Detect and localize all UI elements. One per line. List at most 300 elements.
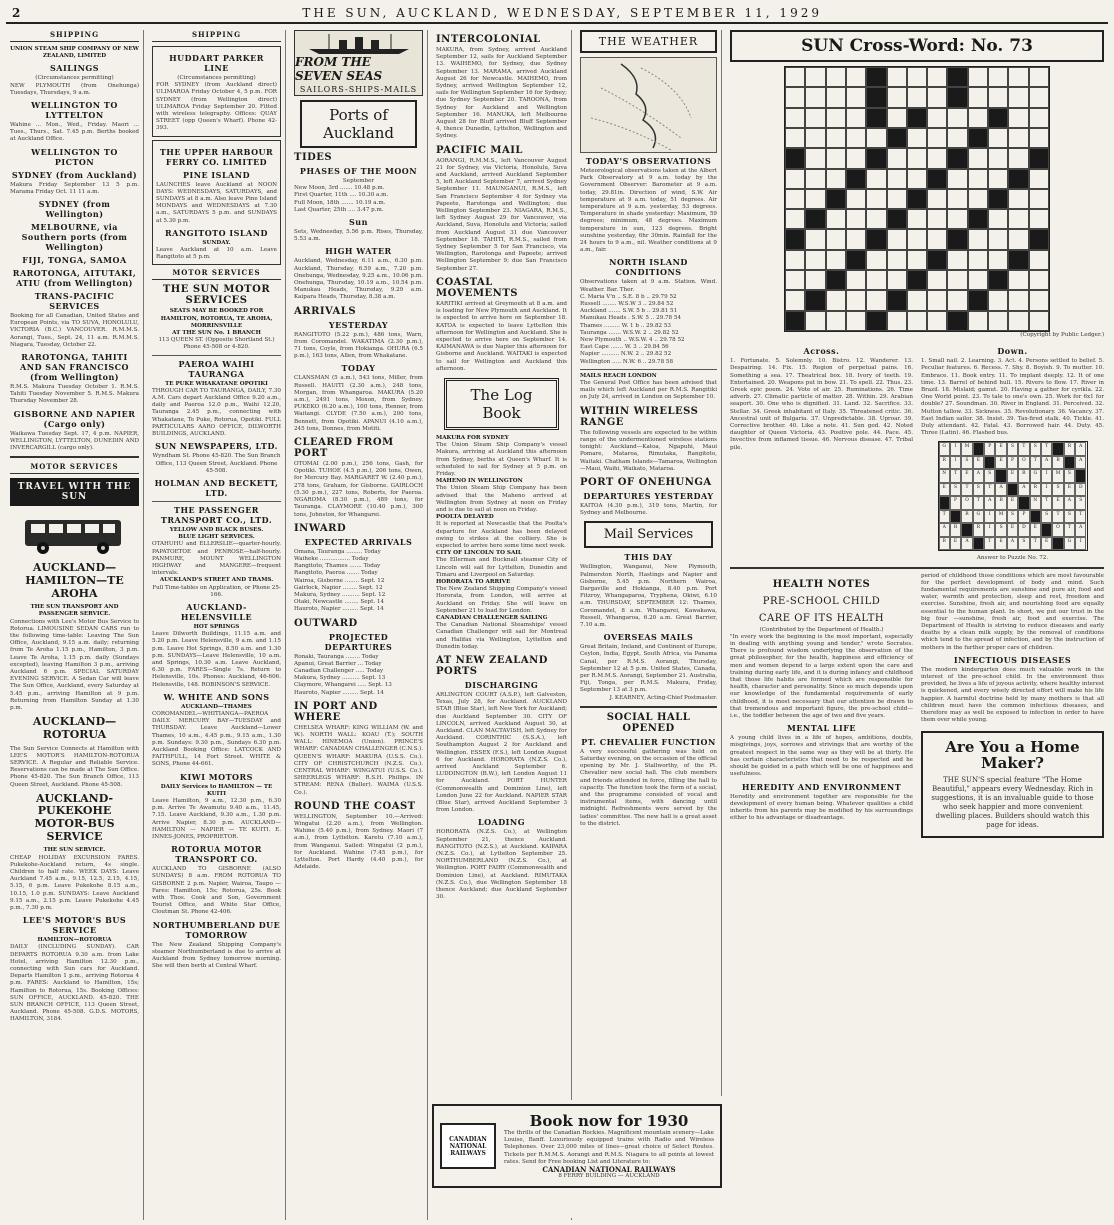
solution-cell: S (1064, 510, 1075, 524)
crossword-cell[interactable] (846, 209, 866, 229)
auckland-hamilton-sub: THE SUN TRANSPORT AND PASSENGER SERVICE. (30, 604, 119, 618)
crossword-cell[interactable] (846, 229, 866, 249)
crossword-cell[interactable] (927, 290, 947, 310)
crossword-cell[interactable] (927, 189, 947, 209)
crossword-cell[interactable] (1008, 229, 1028, 249)
high-water-heading: HIGH WATER (325, 246, 392, 257)
crossword-cell[interactable] (927, 311, 947, 331)
crossword-cell[interactable] (927, 148, 947, 168)
crossword-cell[interactable] (805, 87, 825, 107)
crossword-cell[interactable] (927, 229, 947, 249)
crossword-cell[interactable] (805, 311, 825, 331)
solution-cell: I (950, 442, 961, 456)
crossword-cell[interactable] (887, 67, 907, 87)
observations-heading: TODAY'S OBSERVATIONS (585, 156, 712, 166)
solution-cell: M (1052, 469, 1063, 483)
crossword-cell[interactable] (1029, 270, 1049, 290)
north-island-sub: Observations taken at 9 a.m. Station. Wind. Weather. Bar. Ther. (580, 279, 717, 293)
newspaper-title: THE SUN, AUCKLAND, WEDNESDAY, SEPTEMBER 11, 1929 (302, 6, 822, 20)
solution-cell: S (1041, 510, 1052, 524)
solution-cell: T (961, 483, 972, 497)
crossword-cell[interactable] (927, 108, 947, 128)
expected-row: Gairlock, Napier ........ Sept. 12 (294, 584, 383, 591)
crossword-cell[interactable] (826, 128, 846, 148)
crossword-cell[interactable] (826, 311, 846, 331)
crossword-cell[interactable] (866, 209, 886, 229)
crossword-cell[interactable] (1029, 311, 1049, 331)
crossword-cell[interactable] (805, 229, 825, 249)
crossword-block (1008, 250, 1028, 270)
auckland-streets: AUCKLAND'S STREET AND TRAMS. (159, 577, 274, 584)
crossword-cell[interactable] (1029, 250, 1049, 270)
solution-block (1052, 442, 1063, 456)
moon-row: First Quarter, 11th .... 10.30 a.m. (294, 192, 389, 199)
crossword-block (846, 250, 866, 270)
crossword-cell[interactable] (907, 128, 927, 148)
crossword-cell[interactable] (1029, 290, 1049, 310)
discharging-heading: DISCHARGING (464, 680, 539, 691)
crossword-cell[interactable] (907, 290, 927, 310)
crossword-cell[interactable] (826, 67, 846, 87)
crossword-cell[interactable] (785, 128, 805, 148)
crossword-cell[interactable] (927, 67, 947, 87)
maheno-text: The Union Steam Ship Company has been advised that the Maheno arrived at Wellington from Sydney at noon on Friday and is due to sail at noon on Friday. (436, 485, 567, 513)
pukekohe-sub: THE SUN SERVICE. (43, 847, 106, 854)
crossword-cell[interactable] (805, 189, 825, 209)
loading-heading: LOADING (477, 817, 526, 828)
crossword-cell[interactable] (968, 108, 988, 128)
crossword-cell[interactable] (947, 290, 967, 310)
solution-block (984, 456, 995, 470)
today-text: CLANSMAN (5 a.m.), 543 tons, Miller, from Russell. HAUITI (2.30 a.m.), 248 tons, Morgan, from Whangaroa. MAKURA (5.20 a.m.), 2491 tons, Moxon, from Sydney. PUKEKO (6.20 a.m.), 100 tons, Renner, from Waitangi. CLYDE (7.50 a.m.), 200 tons, Bennett, from Opotiki. APANUI (4.10 a.m.), 245 tons, Donnes, from Motiti. (294, 375, 423, 432)
solution-block (1007, 483, 1018, 497)
solution-cell: E (1041, 537, 1052, 551)
crossword-cell[interactable] (907, 169, 927, 189)
solution-cell: S (1030, 442, 1041, 456)
crossword-block (846, 169, 866, 189)
pine-island-text: LAUNCHES leave Auckland at NOON DAYS: WEDNESDAYS, SATURDAYS, and SUNDAYS at 8 a.m. Also leave Pine Island MONDAYS and WEDNESDAYS at 7.30 a.m., SATURDAYS 5 p.m. and SUNDAYS at 5.30 p.m. (156, 181, 277, 224)
rarotonga-heading: RAROTONGA, TAHITI AND SAN FRANCISCO (from Wellington) (20, 352, 129, 383)
cnr-ad-box (432, 1104, 722, 1188)
social-hall-text: A very successful gathering was held on Saturday evening, on the occasion of the official opening by Mr. J. Stallworthy, of the Pt. Chevalier new social hall. The club members and friends attended in force, filling the hall to capacity. The function took the form of a social, and the programme consisted of vocal and instrumental items, with dancing until midnight. Refreshments were served by the ladies' committee. The new hall is a great asset to the district. (580, 748, 717, 827)
paeroa-sub: TE PUKE WHAKATANE OPOTIKI (165, 380, 268, 387)
overseas-text: Great Britain, Ireland, and Continent of Europe, Ceylon, India, Egypt, South Africa, via Panama Canal, per R.M.S. Aorangi, Thursday, September 12 at 5 p.m. United States, Canada, per R.M.M.S. Aorangi, September 21. Australia, Fiji, Tonga, per R.M.S. Makura, Friday, September 13 at 3 p.m. (580, 644, 717, 694)
page-number: 2 (12, 6, 23, 20)
solution-cell: A (1007, 537, 1018, 551)
crossword-cell[interactable] (887, 229, 907, 249)
crossword-cell[interactable] (887, 108, 907, 128)
cnr-logo: CANADIAN NATIONAL RAILWAYS (440, 1123, 496, 1169)
crossword-cell[interactable] (1029, 169, 1049, 189)
solution-cell: T (950, 469, 961, 483)
column-weather-mail (576, 30, 722, 1096)
crossword-cell[interactable] (907, 67, 927, 87)
crossword-cell[interactable] (1008, 270, 1028, 290)
infectious-heading: INFECTIOUS DISEASES (953, 654, 1072, 665)
crossword-cell[interactable] (947, 108, 967, 128)
route-heading: SYDNEY (from Auckland) (11, 169, 138, 180)
crossword-block (805, 209, 825, 229)
crossword-cell[interactable] (846, 148, 866, 168)
makura-heading: MAKURA FOR SYDNEY (436, 434, 509, 441)
crossword-cell[interactable] (887, 87, 907, 107)
crossword-cell[interactable] (968, 229, 988, 249)
crossword-cell[interactable] (968, 67, 988, 87)
rarotonga-text: R.M.S. Makura Tuesday October 1. R.M.S. Tahiti Tuesday November 5. R.M.S. Makura Thursday November 28. (10, 384, 139, 405)
auckland-rotorua-text: The Sun Service Connects at Hamilton with LEE'S MOTOR'S HAMILTON-ROTORUA SERVICE. A Regular and Reliable Service. Reservations can be made at The Sun Office. Phone 45-820. The Sun Branch Office, 113 Queen Street, Auckland. Phone 45-508. (10, 745, 139, 788)
solution-cell: T (1030, 456, 1041, 470)
solution-cell: R (1030, 483, 1041, 497)
crossword-cell[interactable] (805, 148, 825, 168)
crossword-block (988, 270, 1008, 290)
crossword-cell[interactable] (785, 87, 805, 107)
moon-subheading: September (342, 178, 375, 184)
helensville-heading: AUCKLAND-HELENSVILLE (180, 601, 253, 622)
expected-row: Makura, Sydney .......... Sept. 12 (294, 591, 386, 598)
crossword-cell[interactable] (927, 270, 947, 290)
crossword-cell[interactable] (846, 67, 866, 87)
crossword-cell[interactable] (826, 169, 846, 189)
solution-cell: T (1018, 442, 1029, 456)
log-book-title: The Log Book (444, 378, 559, 430)
kiwi-motors-sub: DAILY Services to HAMILTON — TE KUITI (160, 783, 273, 797)
sun-motor-address-2: 113 QUEEN ST. (Opposite Shortland St.) Phone 45-508 or 4-820. (158, 337, 275, 351)
route-heading: FIJI, TONGA, SAMOA (22, 255, 127, 266)
crossword-cell[interactable] (1029, 128, 1049, 148)
crossword-block (826, 270, 846, 290)
expected-row: Waiheke ................. Today (294, 555, 369, 562)
crossword-cell[interactable] (968, 148, 988, 168)
crossword-cell[interactable] (846, 290, 866, 310)
solution-block (1075, 469, 1086, 483)
crossword-cell[interactable] (887, 250, 907, 270)
kiwi-motors-heading: KIWI MOTORS (180, 771, 253, 782)
solution-cell: N (939, 469, 950, 483)
outward-heading: OUTWARD (294, 617, 358, 629)
crossword-cell[interactable] (968, 311, 988, 331)
health-text: "In every work the beginning is the most important, especially in dealing with anything young and tender," wrote Socrates. There is profound wisdom underlying the observation of the great philosopher, for the health, happiness and efficiency of men and women depend to a large extent upon the care and training during early life, and it is during infancy and childhood that those life habits are formed which are responsible for health, character and personality. Since so much depends upon our knowledge of the fundamental requirements of early childhood, it is most necessary that our attention be drawn to that tremendous and important figure, the pre-school child—i.e., the toddler between the age of two and five years. (730, 633, 913, 720)
crossword-block (866, 148, 886, 168)
route-heading: RAROTONGA, AITUTAKI, ATIU (from Wellington) (12, 268, 137, 289)
crossword-block (947, 87, 967, 107)
maheno-heading: MAHENO IN WELLINGTON (436, 478, 523, 485)
crossword-cell[interactable] (988, 67, 1008, 87)
banner-title: FROM THE SEVEN SEAS (295, 54, 383, 83)
crossword-cell[interactable] (887, 270, 907, 290)
solution-cell: T (1064, 523, 1075, 537)
solution-cell: I (1041, 469, 1052, 483)
white-sons-sub: AUCKLAND—THAMES (181, 703, 252, 710)
crossword-cell[interactable] (846, 311, 866, 331)
ports-title-line1: Ports of (329, 106, 388, 124)
hot-springs-text: Leave Dilworth Buildings, 11.15 a.m. and 5.20 p.m. Leave Helensville, 9 a.m. and 1.15 p.m. Leave Hot Springs, 8.50 a.m. and 1.30 p.m. SUNDAYS—Leave Helensville, 10 a.m. and Springs, 10.30 a.m. Leave Auckland, 6.30 p.m. FARES—Single 7s. Return to Helensville, 10s. Phones: Auckland, 46-606. Helensville, 148. ROBINSON'S SERVICE. (152, 631, 281, 688)
crossword-cell[interactable] (907, 209, 927, 229)
crossword-cell[interactable] (947, 169, 967, 189)
crossword-cell[interactable] (785, 67, 805, 87)
previous-solution-grid (938, 441, 1088, 551)
crossword-block (1029, 148, 1049, 168)
loading-text: HORORATA (N.Z.S. Co.), at Wellington September 21, thence Auckland. RANGITOTO (N.Z.S.), at Auckland. KAIPARA (N.Z.S. Co.), at Lyttelton September 25. NORTHUMBERLAND (N.Z.S. Co.), at Wellington. PORT FAIRY (Commonwealth and Dominion Line), at Auckland. RIMUTAKA (N.Z.S. Co.), due Wellington September 18 thence Auckland; due Auckland September 30. (436, 829, 567, 901)
auckland-rotorua-heading: AUCKLAND—ROTORUA (32, 715, 117, 741)
crossword-cell[interactable] (1008, 311, 1028, 331)
crossword-cell[interactable] (947, 189, 967, 209)
across-heading: Across. (803, 346, 840, 357)
crossword-cell[interactable] (826, 209, 846, 229)
huddart-text: FOR SYDNEY (from Auckland direct) ULIMAROA Friday October 4, 5 p.m. FOR SYDNEY (from Wellington direct) ULIMAROA Friday September 20. Fitted with wireless telegraphy. Offices: QUAY STREET (opp Queen's Wharf). Phone 42-393. (156, 82, 277, 132)
crossword-cell[interactable] (805, 108, 825, 128)
crossword-cell[interactable] (846, 270, 866, 290)
crossword-cell[interactable] (1029, 108, 1049, 128)
crossword-cell[interactable] (1008, 209, 1028, 229)
crossword-cell[interactable] (805, 169, 825, 189)
solution-cell: E (1007, 496, 1018, 510)
upper-harbour-heading: THE UPPER HARBOUR FERRY CO. LIMITED (159, 146, 274, 167)
solution-cell: G (1030, 469, 1041, 483)
solution-cell: D (1075, 483, 1086, 497)
crossword-cell[interactable] (826, 229, 846, 249)
solution-cell: E (973, 456, 984, 470)
route-heading: WELLINGTON TO LYTTELTON (31, 100, 118, 121)
crossword-cell[interactable] (826, 290, 846, 310)
solution-cell: E (1052, 496, 1063, 510)
crossword-cell[interactable] (1029, 87, 1049, 107)
expected-row: Rangitoto, Paeroa ....... Today (294, 570, 378, 577)
crossword-cell[interactable] (826, 148, 846, 168)
route-text: NEW PLYMOUTH (from Onehunga) Tuesdays, Thursdays, 9 a.m. (10, 82, 139, 96)
crossword-cell[interactable] (887, 169, 907, 189)
hororata-heading: HORORATA TO ARRIVE (436, 578, 511, 585)
crossword-cell[interactable] (1008, 128, 1028, 148)
crossword-cell[interactable] (968, 189, 988, 209)
city-lincoln-text: The Ellerman and Bucknall steamer City of Lincoln will sail for Lyttelton, Dunedin and Timaru and Liverpool on Saturday. (436, 557, 567, 578)
crossword-cell[interactable] (927, 128, 947, 148)
crossword-cell[interactable] (907, 250, 927, 270)
route-text: Wahine ... Mon., Wed., Friday. Maori ... Tues., Thurs., Sat. 7.45 p.m. Berths booked at Auckland Office. (10, 122, 139, 143)
crossword-cell[interactable] (785, 189, 805, 209)
crossword-cell[interactable] (988, 128, 1008, 148)
motor-services-header: MOTOR SERVICES (10, 462, 139, 474)
home-maker-heading: Are You a Home Maker? (945, 737, 1080, 772)
crossword-cell[interactable] (887, 189, 907, 209)
solution-cell: S (950, 483, 961, 497)
crossword-cell[interactable] (988, 209, 1008, 229)
crossword-cell[interactable] (785, 209, 805, 229)
solution-cell: E (1064, 483, 1075, 497)
crossword-cell[interactable] (1008, 67, 1028, 87)
crossword-cell[interactable] (785, 169, 805, 189)
crossword-cell[interactable] (968, 250, 988, 270)
station-row: C. Maria V'n .. S.E. 8 b .. 29.79 52 (580, 293, 677, 300)
solution-block (950, 510, 961, 524)
book-now-text: The thrills of the Canadian Rockies. Magnificent mountain scenery—Lake Louise, Banff. Luxuriously equipped trains with Radio and Wireless Telephones. Over 23,000 miles of lines—great choice of Select Routes. Tickets per R.M.M.S. Aorangi and R.M.S. Niagara to all points at lowest rates. Send for Free booking List and Literature to: (504, 1130, 714, 1165)
expected-row: Otaki, Newcastle ........ Sept. 14 (294, 599, 385, 606)
crossword-cell[interactable] (785, 108, 805, 128)
crossword-cell[interactable] (805, 67, 825, 87)
auckland-hamilton-text: Connections with Lee's Motor Bus Service to Rotorua. LIMOUSINE SEDAN CARS run to the following time-table: Leaving The Sun Office, Auckland, 9.15 a.m. daily; returning from Te Aroha 1.15 p.m., Hamilton, 3 p.m. Leave Te Aroha, 1.15 p.m. daily (Sundays excepted), leaving Hamilton 3 p.m., arriving Auckland 6 p.m. SPECIAL SATURDAY EVENING SERVICE. A Sedan Car will leave The Sun Office, Auckland, every Saturday at 5.45 p.m., arriving Hamilton at 9 p.m. Returning from Hamilton Sunday at 1.30 p.m. (10, 618, 139, 712)
crossword-cell[interactable] (805, 270, 825, 290)
crossword-cell[interactable] (1008, 148, 1028, 168)
crossword-cell[interactable] (846, 108, 866, 128)
gisborne-text: Waikawa Tuesday Sept. 17, 4 p.m. NAPIER, WELLINGTON, LYTTELTON, DUNEDIN AND INVERCARGILL (cargo only). (10, 430, 139, 452)
crossword-cell[interactable] (927, 209, 947, 229)
crossword-cell[interactable] (988, 290, 1008, 310)
crossword-cell[interactable] (927, 87, 947, 107)
crossword-cell[interactable] (1029, 209, 1049, 229)
crossword-cell[interactable] (907, 311, 927, 331)
divider (152, 355, 281, 356)
solution-cell: M (961, 442, 972, 456)
crossword-cell[interactable] (846, 189, 866, 209)
crossword-cell[interactable] (866, 169, 886, 189)
mails-london-text: The General Post Office has been advised that mails which left Auckland per R.M.S. Rangitiki on July 24, arrived in London on September 10. (580, 380, 717, 401)
crossword-cell[interactable] (907, 229, 927, 249)
crossword-cell[interactable] (968, 169, 988, 189)
crossword-cell[interactable] (947, 209, 967, 229)
crossword-clues (730, 343, 1104, 562)
crossword-cell[interactable] (988, 250, 1008, 270)
crossword-block (785, 311, 805, 331)
solution-block (1030, 510, 1041, 524)
crossword-cell[interactable] (947, 270, 967, 290)
expected-row: Rangitoto, Thames ....... Today (294, 563, 381, 570)
crossword-block (887, 290, 907, 310)
sun-heading: Sun (349, 217, 368, 228)
solution-cell: S (1064, 469, 1075, 483)
solution-cell: P (1018, 510, 1029, 524)
solution-cell: T (1052, 510, 1063, 524)
ports-title-line2: Auckland (323, 124, 394, 142)
crossword-cell[interactable] (805, 128, 825, 148)
crossword-cell[interactable] (826, 87, 846, 107)
intercolonial-text: MAKURA, from Sydney, arrived Auckland September 12, sails for Auckland September 13. WAIHEMO, for Sydney, due Sydney September 13. MARAMA, arrived Auckland August 26 for Newcastle. MAIHEMO, from Sydney, arrived Wellington September 12, sails for Wellington September 16 for Sydney; due Sydney September 20. TAROONA, from Sydney for Auckland and Wellington September 16. MANUKA, left Melbourne August 28 for Bluff arrived Bluff September 4, thence Dunedin, Lyttelton, Wellington and Sydney. (436, 47, 567, 140)
crossword-cell[interactable] (846, 128, 866, 148)
crossword-cell[interactable] (805, 250, 825, 270)
onehunga-sub: DEPARTURES YESTERDAY (583, 490, 714, 501)
solution-cell: A (1075, 523, 1086, 537)
crossword-block (947, 229, 967, 249)
overseas-heading: OVERSEAS MAILS (603, 632, 694, 643)
station-row: Wellington ..... N.W. 6 .. 29.78 58 (580, 358, 674, 365)
auckland-hamilton-heading: AUCKLAND—HAMILTON—TE AROHA (25, 561, 124, 600)
crossword-cell[interactable] (887, 311, 907, 331)
wireless-heading: WITHIN WIRELESS RANGE (580, 405, 699, 428)
crossword-cell[interactable] (1008, 108, 1028, 128)
crossword-cell[interactable] (988, 311, 1008, 331)
projected-row: Claymore, Whangarei ..... Sept. 13 (294, 682, 392, 689)
solution-cell: B (1052, 456, 1063, 470)
intercolonial-heading: INTERCOLONIAL (436, 34, 541, 45)
crossword-cell[interactable] (785, 290, 805, 310)
crossword-cell[interactable] (947, 128, 967, 148)
crossword-cell[interactable] (866, 290, 886, 310)
crossword-cell[interactable] (866, 270, 886, 290)
crossword-cell[interactable] (826, 108, 846, 128)
crossword-block (907, 270, 927, 290)
nz-ports-text: ARLINGTON COURT (A.S.P.), left Galveston, Texas, July 28, for Auckland. AUCKLAND STAR (Blue Star), left New York for Auckland; due Auckland September 30. CITY OF LINCOLN, arrived Auckland August 30, at Auckland. CLAN MACTAVISH, left Sydney for Auckland. CORINTHIC (S.S.A.), left Southampton August 2 for Auckland and Wellington. ESSEX (F.S.), left London August 6 for Auckland. HORORATA (N.Z.S. Co.), arrived Auckland September 6. LUDDINGTON (B.W.), left London August 11 for Auckland. PORT HUNTER (Commonwealth and Dominion Line), left London June 22 for Auckland. NAPIER STAR (Blue Star), arrived Auckland September 3 from London. (436, 692, 567, 814)
crossword-cell[interactable] (907, 87, 927, 107)
crossword-cell[interactable] (1029, 67, 1049, 87)
column-ports (290, 30, 428, 1220)
solution-cell: S (961, 456, 972, 470)
crossword-cell[interactable] (968, 270, 988, 290)
solution-cell: E (995, 456, 1006, 470)
solution-cell: S (1018, 537, 1029, 551)
solution-cell: S (1007, 510, 1018, 524)
solution-block (973, 442, 984, 456)
high-water-text: Auckland, Wednesday, 6.11 a.m., 6.30 p.m. Auckland, Thursday, 6.59 a.m., 7.20 p.m. Onehunga, Wednesday, 9.25 a.m., 10.06 p.m. Onehunga, Thursday, 10.19 a.m., 10.54 p.m. Manukau Heads, Thursday, 9.29 a.m. Kaipara Heads, Thursday, 8.38 a.m. (294, 258, 423, 301)
solution-cell: A (1075, 456, 1086, 470)
crossword-cell[interactable] (968, 87, 988, 107)
mail-services-title: Mail Services (584, 521, 713, 548)
crossword-cell[interactable] (866, 250, 886, 270)
crossword-cell[interactable] (866, 189, 886, 209)
crossword-cell[interactable] (785, 270, 805, 290)
solution-cell: R (939, 456, 950, 470)
crossword-cell[interactable] (785, 250, 805, 270)
moon-heading: PHASES OF THE MOON (299, 166, 418, 176)
white-sons-text: COROMANDEL—WHITIANGA—PAEROA DAILY. MERCURY BAY—TUESDAY and THURSDAY. Leave Auckland—Lower Thames, 10 a.m., 4.45 p.m., 9.15 a.m., 1.30 p.m. Sundays: 9.30 p.m., Sundays 6.30 p.m. Auckland Booking Office: LATCOCK AND FAITHFULL, 14 Fort Street. WHITE & SONS, Phone 44-661. (152, 710, 281, 768)
motor-services-header: MOTOR SERVICES (152, 268, 281, 280)
crossword-cell[interactable] (907, 148, 927, 168)
crossword-cell[interactable] (1008, 87, 1028, 107)
solution-cell: S (1007, 442, 1018, 456)
crossword-cell[interactable] (1008, 290, 1028, 310)
crossword-cell[interactable] (988, 148, 1008, 168)
projected-row: Apanui, Great Barrier ... Today (294, 660, 382, 667)
crossword-cell[interactable] (846, 87, 866, 107)
solution-cell: P (1007, 456, 1018, 470)
round-coast-text: WELLINGTON, September 10.—Arrived: Wingatui (2.20 a.m.), from Wellington. Wahine (5.40 p.m.), from Sydney. Maori (7 a.m.), from Lyttelton. Karetu (7.10 a.m.), from Wanganui. Sailed: Wingatui (2 p.m.), for Auckland. Wahine (7.45 p.m.), for Lyttelton. Port Hardy (4.40 p.m.), for Adelaide. (294, 813, 423, 871)
crossword-cell[interactable] (866, 128, 886, 148)
crossword-cell[interactable] (1029, 189, 1049, 209)
moon-row: Last Quarter, 25th .... 3.47 p.m. (294, 206, 384, 213)
crossword-block (1029, 229, 1049, 249)
postmaster-signature: J. KEARNEY, Acting-Chief Postmaster. (609, 694, 717, 701)
crossword-title: SUN Cross-Word: No. 73 (730, 30, 1104, 62)
wireless-text: The following vessels are expected to be within range of the undermentioned wireless stations tonight: Auckland—Katoa, Ngapuhi, Maui Pomare, Mataroa, Rimutaka, Rangitoto, Waitaki. Chatham Islands—Tamaroa, Wellington—Maui, Waihi, Waikato, Mataroa. (580, 429, 717, 472)
crossword-grid[interactable] (784, 66, 1050, 332)
health-col-2 (921, 573, 1104, 838)
health-continued-text: period of childhood those conditions which are most favourable for the perfect development of body and mind. Such fundamental requirements are sunshine and pure air, food and water, warmth and protection, sleep and rest, freedom and exercise. Sunshine, fresh air, and nourishing food are equally essential to the human plant. In short, we put our trust in the big four —sunshine, fresh air, food and exercise. The Department of Health is striving to reduce diseases and early deaths by a clean milk supply, by the removal of conditions which tend to the spread of infection, and by the instruction of mothers in the further proper care of children. (921, 572, 1104, 651)
divider (152, 501, 281, 502)
solution-cell: A (1018, 483, 1029, 497)
crossword-cell[interactable] (988, 229, 1008, 249)
solution-block (1064, 456, 1075, 470)
sun-motor-heading: THE SUN MOTOR SERVICES (162, 284, 271, 307)
station-row: Auckland ....... S.W. 5 b .. 29.81 51 (580, 308, 678, 315)
across-clues (730, 343, 913, 562)
crossword-cell[interactable] (1008, 189, 1028, 209)
book-now-heading: Book now for 1930 (529, 1112, 689, 1130)
huddart-heading: HUDDART PARKER LINE (169, 53, 264, 73)
crossword-cell[interactable] (988, 87, 1008, 107)
crossword-cell[interactable] (826, 250, 846, 270)
divider (580, 369, 717, 370)
sun-motor-text: SEATS MAY BE BOOKED FOR HAMILTON, ROTORUA, TE AROHA, MORRINSVILLE (160, 308, 273, 329)
solution-cell: T (973, 496, 984, 510)
sun-newspapers-address: Wyndham St. Phone 45-820. The Sun Branch Office, 113 Queen Street, Auckland. Phone 45-508. (152, 453, 281, 474)
nz-ports-heading: AT NEW ZEALAND PORTS (436, 655, 548, 678)
solution-cell: I (984, 510, 995, 524)
crossword-block (866, 87, 886, 107)
crossword-cell[interactable] (887, 148, 907, 168)
crossword-block (866, 311, 886, 331)
crossword-cell[interactable] (988, 169, 1008, 189)
round-coast-heading: ROUND THE COAST (294, 800, 416, 812)
cnr-advertisement (432, 1100, 722, 1218)
crossword-cell[interactable] (947, 250, 967, 270)
ports-title-box (300, 100, 417, 148)
